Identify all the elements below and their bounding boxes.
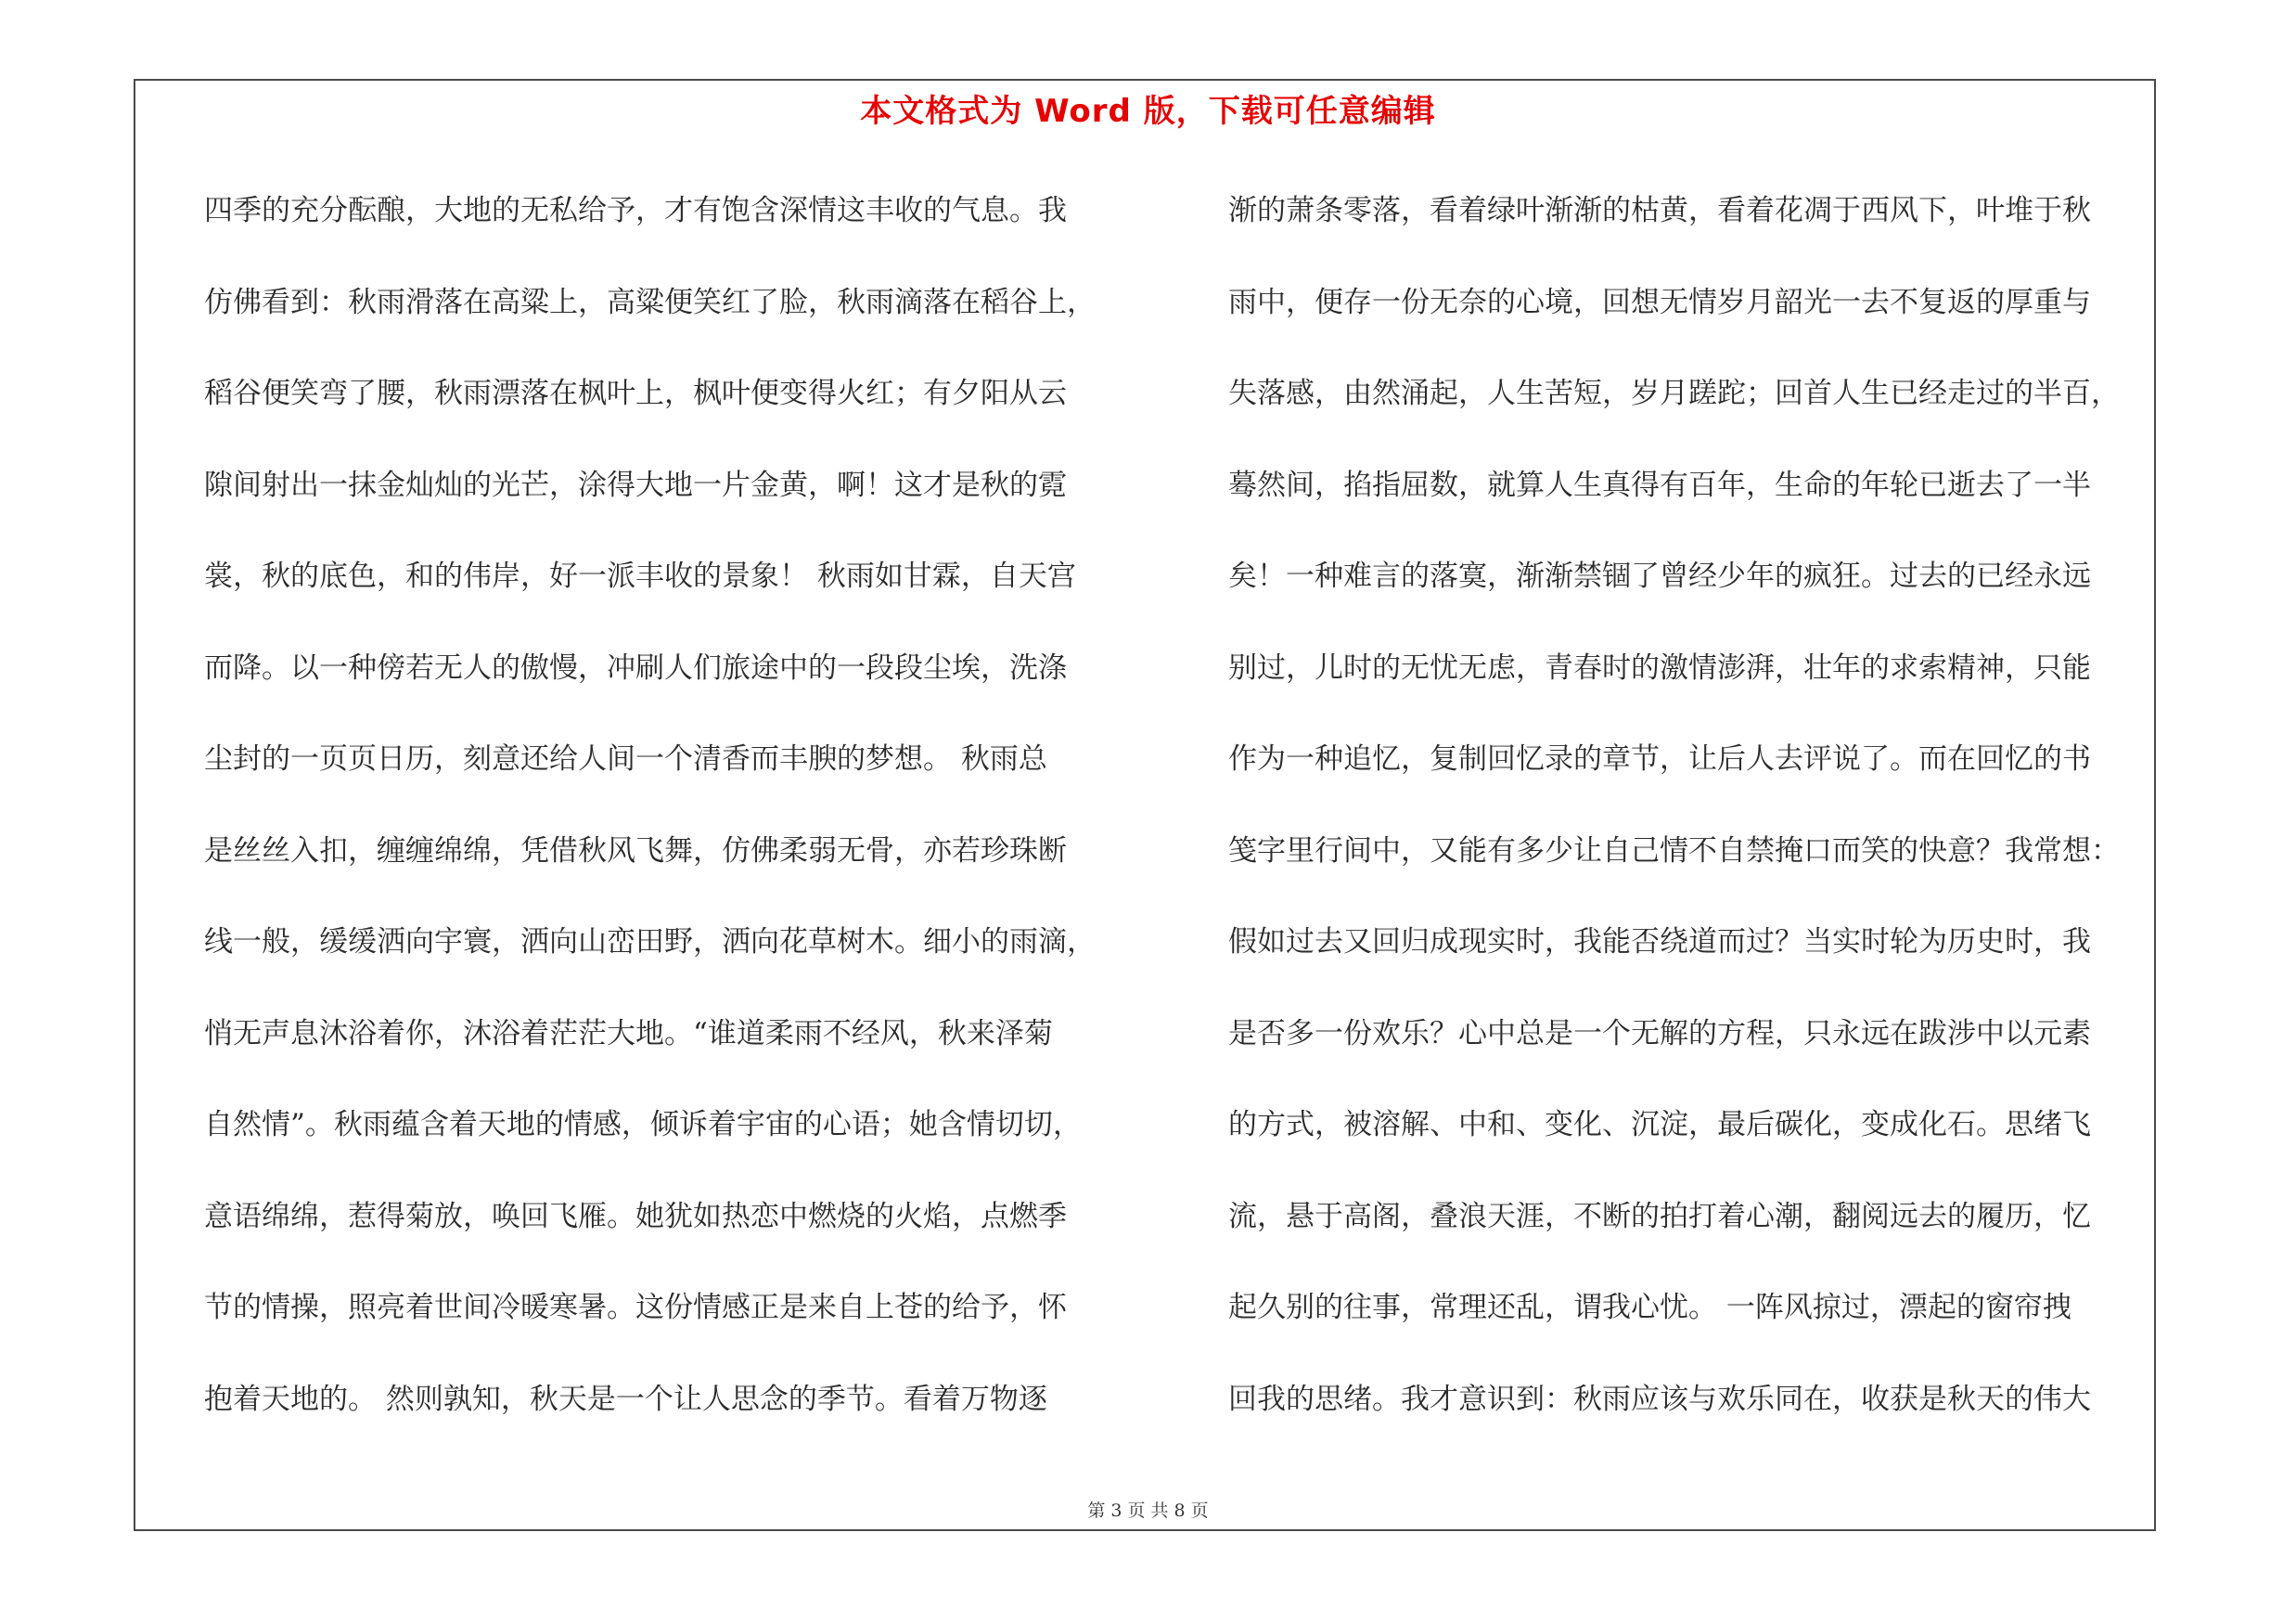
text-line: 作为一种追忆，复制回忆录的章节，让后人去评说了。而在回忆的书 — [1228, 742, 2091, 776]
text-line: 悄无声息沐浴着你，沐浴着茫茫大地。“谁道柔雨不经风，秋来泽菊 — [204, 1016, 1053, 1050]
text-line: 线一般，缓缓洒向宇寰，洒向山峦田野，洒向花草树木。细小的雨滴， — [204, 925, 1096, 959]
text-line: 裳，秋的底色，和的伟岸，好一派丰收的景象！ 秋雨如甘霖，自天宫 — [204, 560, 1076, 593]
text-line: 假如过去又回归成现实时，我能否绕道而过？当实时轮为历史时，我 — [1228, 925, 2091, 959]
text-line: 意语绵绵，惹得菊放，唤回飞雁。她犹如热恋中燃烧的火焰，点燃季 — [204, 1199, 1067, 1233]
left-text-column — [204, 182, 1141, 1462]
text-line: 起久别的往事，常理还乱，谓我心忧。 一阵风掠过，漂起的窗帘拽 — [1228, 1291, 2072, 1324]
text-line: 是丝丝入扣，缠缠绵绵，凭借秋风飞舞，仿佛柔弱无骨，亦若珍珠断 — [204, 833, 1067, 868]
text-line: 四季的充分酝酿，大地的无私给予，才有饱含深情这丰收的气息。我 — [204, 194, 1067, 227]
text-line: 失落感，由然涌起，人生苦短，岁月蹉跎；回首人生已经走过的半百， — [1228, 377, 2120, 410]
text-line: 是否多一份欢乐？心中总是一个无解的方程，只永远在跋涉中以元素 — [1228, 1016, 2091, 1050]
text-line: 笺字里行间中，又能有多少让自己情不自禁掩口而笑的快意？我常想： — [1228, 833, 2120, 868]
text-line: 抱着天地的。 然则孰知，秋天是一个让人思念的季节。看着万物逐 — [204, 1382, 1047, 1416]
right-text-column — [1228, 182, 2165, 1462]
text-line: 稻谷便笑弯了腰，秋雨漂落在枫叶上，枫叶便变得火红；有夕阳从云 — [204, 377, 1067, 410]
text-line: 流，悬于高阁，叠浪天涯，不断的拍打着心潮，翻阅远去的履历，忆 — [1228, 1199, 2091, 1233]
page-number: 第 3 页 共 8 页 — [1087, 1501, 1209, 1521]
text-line: 自然情”。秋雨蕴含着天地的情感，倾诉着宇宙的心语；她含情切切， — [204, 1108, 1082, 1141]
text-line: 而降。以一种傍若无人的傲慢，冲刷人们旅途中的一段段尘埃，洗涤 — [204, 650, 1067, 685]
text-line: 回我的思绪。我才意识到：秋雨应该与欢乐同在，收获是秋天的伟大 — [1228, 1382, 2091, 1416]
text-line: 仿佛看到：秋雨滑落在高粱上，高粱便笑红了脸，秋雨滴落在稻谷上， — [204, 285, 1096, 319]
text-line: 雨中，便存一份无奈的心境，回想无情岁月韶光一去不复返的厚重与 — [1228, 285, 2091, 319]
text-line: 蓦然间，掐指屈数，就算人生真得有百年，生命的年轮已逝去了一半 — [1228, 468, 2091, 502]
text-line: 节的情操，照亮着世间冷暖寒暑。这份情感正是来自上苍的给予，怀 — [204, 1291, 1067, 1324]
word-format-notice: 本文格式为 Word 版，下载可任意编辑 — [860, 93, 1436, 130]
text-line: 的方式，被溶解、中和、变化、沉淀，最后碳化，变成化石。思绪飞 — [1228, 1108, 2091, 1141]
text-line: 矣！一种难言的落寞，渐渐禁锢了曾经少年的疯狂。过去的已经永远 — [1228, 560, 2091, 593]
text-line: 别过，儿时的无忧无虑，青春时的激情澎湃，壮年的求索精神，只能 — [1228, 650, 2091, 685]
text-line: 隙间射出一抹金灿灿的光芒，涂得大地一片金黄，啊！这才是秋的霓 — [204, 468, 1067, 502]
text-line: 尘封的一页页日历，刻意还给人间一个清香而丰腴的梦想。 秋雨总 — [204, 742, 1047, 776]
text-line: 渐的萧条零落，看着绿叶渐渐的枯黄，看着花凋于西风下，叶堆于秋 — [1228, 194, 2091, 227]
